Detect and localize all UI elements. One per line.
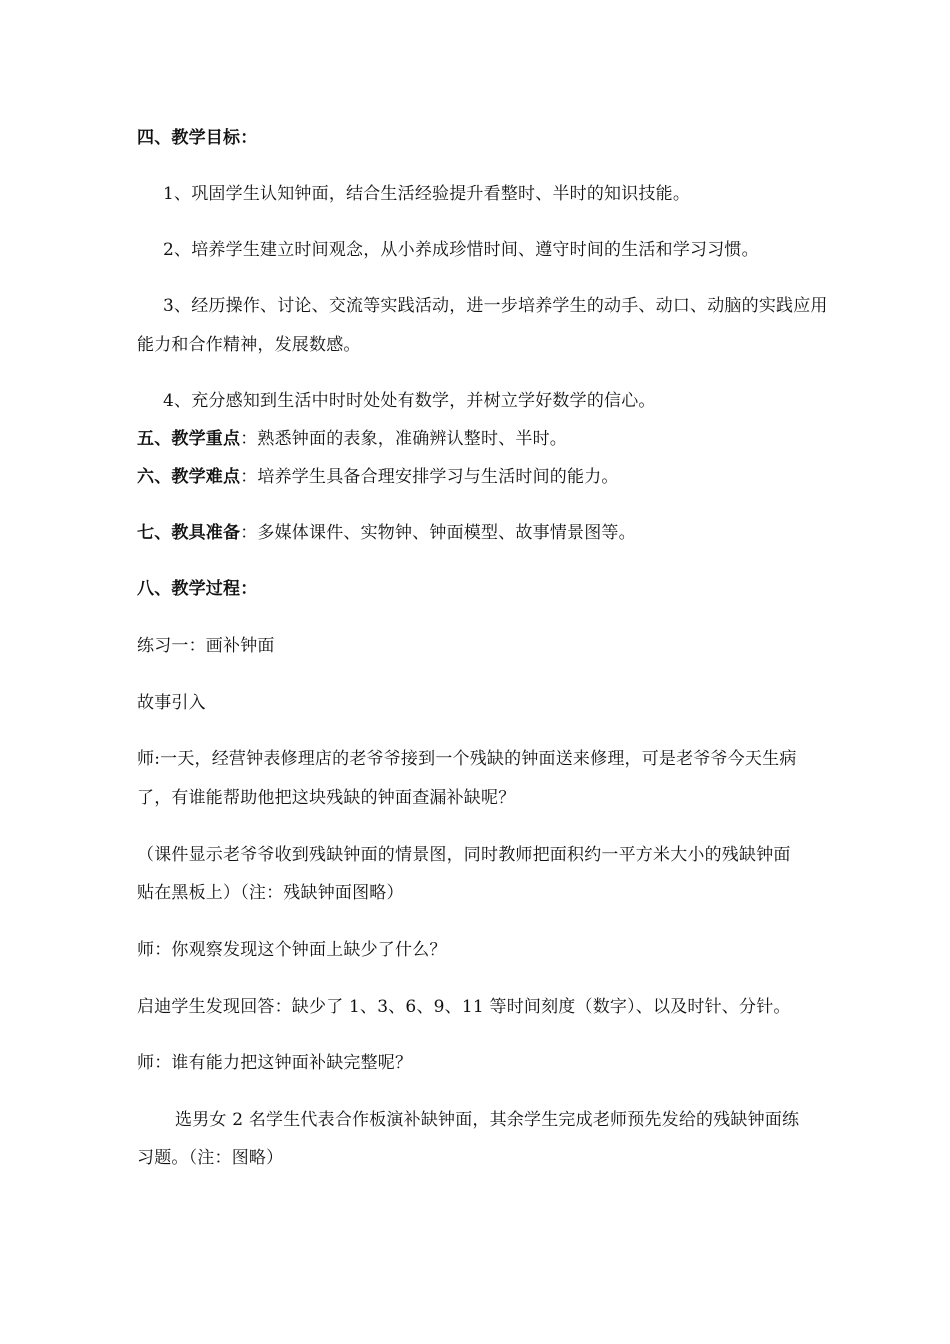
activity-line-2: 习题。（注：图略） bbox=[137, 1148, 284, 1168]
story-intro: 故事引入 bbox=[137, 693, 206, 713]
section-6-text: ：培养学生具备合理安排学习与生活时间的能力。 bbox=[240, 467, 619, 487]
teacher-story-line-1: 师:一天，经营钟表修理店的老爷爷接到一个残缺的钟面送来修理，可是老爷爷今天生病 bbox=[137, 749, 797, 769]
teacher-story-line-2: 了，有谁能帮助他把这块残缺的钟面查漏补缺呢？ bbox=[137, 788, 516, 808]
section-8-heading: 八、教学过程： bbox=[137, 579, 258, 599]
goal-3-continued: 能力和合作精神，发展数感。 bbox=[137, 335, 361, 355]
section-7 bbox=[137, 521, 862, 545]
exercise-1-title: 练习一：画补钟面 bbox=[137, 636, 275, 656]
section-5-label: 五、教学重点 bbox=[137, 429, 241, 449]
section-5 bbox=[137, 427, 862, 451]
courseware-note-line-1: （课件显示老爷爷收到残缺钟面的情景图，同时教师把面积约一平方米大小的残缺钟面 bbox=[137, 845, 791, 865]
teacher-question-2: 师：谁有能力把这钟面补缺完整呢？ bbox=[137, 1053, 413, 1073]
goal-4: 4、充分感知到生活中时时处处有数学，并树立学好数学的信心。 bbox=[163, 391, 656, 411]
section-6 bbox=[137, 465, 862, 489]
section-6-label: 六、教学难点 bbox=[137, 467, 241, 487]
section-7-text: ：多媒体课件、实物钟、钟面模型、故事情景图等。 bbox=[240, 523, 636, 543]
section-4-heading: 四、教学目标： bbox=[137, 128, 258, 148]
courseware-note-line-2: 贴在黑板上）（注：残缺钟面图略） bbox=[137, 883, 404, 903]
goal-2: 2、培养学生建立时间观念，从小养成珍惜时间、遵守时间的生活和学习习惯。 bbox=[163, 240, 759, 260]
student-answer-1: 启迪学生发现回答：缺少了 1、3、6、9、11 等时间刻度（数字）、以及时针、分针。 bbox=[137, 997, 791, 1017]
goal-3: 3、经历操作、讨论、交流等实践活动，进一步培养学生的动手、动口、动脑的实践应用 bbox=[163, 296, 828, 316]
goal-1: 1、巩固学生认知钟面，结合生活经验提升看整时、半时的知识技能。 bbox=[163, 184, 691, 204]
activity-line-1: 选男女 2 名学生代表合作板演补缺钟面，其余学生完成老师预先发给的残缺钟面练 bbox=[175, 1110, 800, 1130]
section-7-label: 七、教具准备 bbox=[137, 523, 241, 543]
teacher-question-1: 师：你观察发现这个钟面上缺少了什么？ bbox=[137, 940, 447, 960]
section-5-text: ：熟悉钟面的表象，准确辨认整时、半时。 bbox=[240, 429, 568, 449]
